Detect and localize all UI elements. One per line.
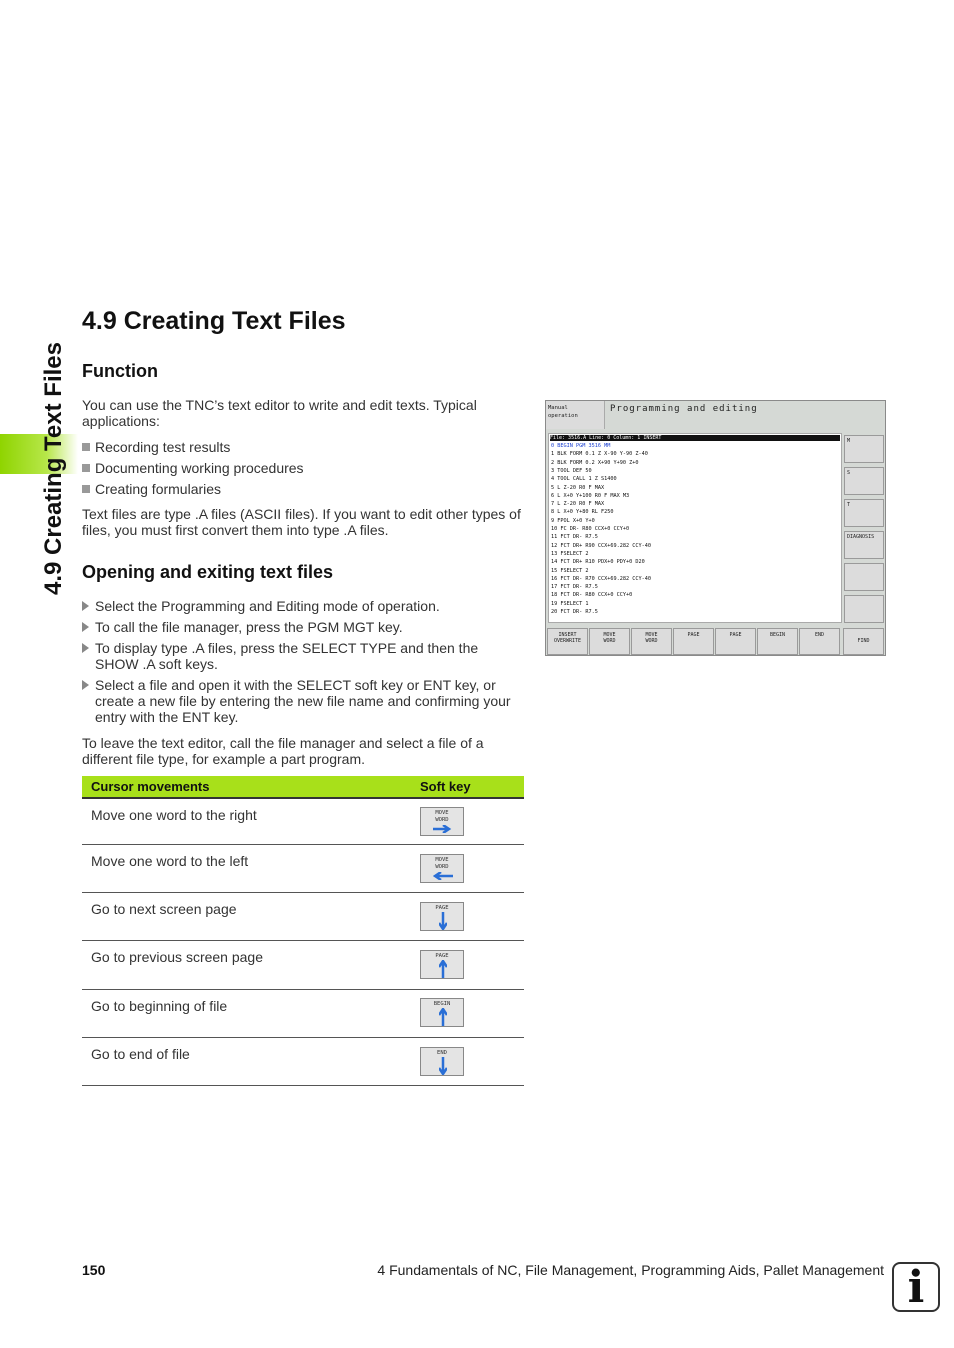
function-paragraph: Text files are type .A files (ASCII files). If you want to edit other types of files, you must first convert them into type .A files. <box>82 506 521 538</box>
editor-line: 20 FCT DR- R7.5 <box>551 609 598 615</box>
editor-line: 14 FCT DR+ R10 PDX+0 PDY+0 D20 <box>551 559 645 566</box>
side-key-s: S <box>844 467 884 495</box>
row-description: Go to end of file <box>91 1046 190 1062</box>
softkey-insert-overwrite: INSERT OVERWRITE <box>547 628 588 655</box>
text-editor <box>548 433 842 623</box>
cursor-movements-table <box>82 776 524 1086</box>
header-soft-key: Soft key <box>420 779 471 794</box>
editor-line: 7 L Z-20 R0 F MAX <box>551 501 605 508</box>
end-softkey: END <box>420 1047 464 1076</box>
editor-line: 17 FCT DR- R7.5 <box>551 584 598 591</box>
editor-line: 10 FC DR- R80 CCX+0 CCY+0 <box>551 526 630 532</box>
editor-line: 2 BLK FORM 0.2 X+90 Y+90 Z+0 <box>551 459 639 466</box>
softkey-find: FIND <box>843 628 884 655</box>
step-item: Select a file and open it with the SELECT soft key or ENT key, or create a new file by entering the new file name and confirming your entry with the ENT key. <box>82 677 524 725</box>
side-tab <box>0 300 78 595</box>
editor-line: 3 TOOL DEF 50 <box>551 467 592 474</box>
page-down-softkey: PAGE <box>420 902 464 931</box>
row-description: Move one word to the right <box>91 807 257 823</box>
screen-title: Programming and editing <box>610 404 758 414</box>
row-description: Go to previous screen page <box>91 949 263 965</box>
leave-paragraph: To leave the text editor, call the file manager and select a file of a different file type, for example a part program. <box>82 735 484 767</box>
row-description: Move one word to the left <box>91 853 249 869</box>
side-key-diagnosis: DIAGNOSIS <box>844 531 884 559</box>
row-description: Go to next screen page <box>91 901 237 917</box>
editor-line: 1 BLK FORM 0.1 Z X-90 Y-90 Z-40 <box>551 451 648 458</box>
side-key-t: T <box>844 499 884 527</box>
editor-line: 8 L X+0 Y+80 RL F250 <box>551 509 614 516</box>
page-number: 150 <box>82 1262 106 1278</box>
editor-line: 16 FCT DR- R70 CCX+69.282 CCY-40 <box>551 575 651 582</box>
softkey-move-word-right: MOVE WORD <box>589 628 630 655</box>
begin-softkey: BEGIN <box>420 998 464 1027</box>
step-item: Select the Programming and Editing mode of operation. <box>82 598 524 614</box>
editor-line: 13 FSELECT 2 <box>551 550 589 557</box>
arrow-up-icon <box>439 960 447 978</box>
softkey-page-down: PAGE <box>715 628 756 655</box>
move-word-right-softkey: MOVE WORD <box>420 807 464 836</box>
side-tab-label: 4.9 Creating Text Files <box>40 342 67 595</box>
opening-heading: Opening and exiting text files <box>82 562 334 582</box>
table-row <box>82 799 524 845</box>
table-row <box>82 1038 524 1086</box>
move-word-left-softkey: MOVE WORD <box>420 854 464 883</box>
softkey-page-up: PAGE <box>673 628 714 655</box>
arrow-down-icon <box>439 1057 447 1075</box>
softkey-end: END <box>799 628 840 655</box>
editor-line: 0 BEGIN PGM 3516 MM <box>551 443 611 449</box>
editor-line: 19 FSELECT 1 <box>551 600 589 607</box>
editor-line: 15 FSELECT 2 <box>551 567 589 574</box>
tnc-screen <box>545 400 886 656</box>
table-row <box>82 941 524 990</box>
table-header <box>82 776 524 799</box>
side-key-blank <box>844 595 884 623</box>
arrow-down-icon <box>439 912 447 930</box>
table-row <box>82 990 524 1038</box>
table-row <box>82 845 524 893</box>
side-key-blank <box>844 563 884 591</box>
step-item: To display type .A files, press the SELECT TYPE and then the SHOW .A soft keys. <box>82 640 524 672</box>
footer-chapter-text: 4 Fundamentals of NC, File Management, Programming Aids, Pallet Management <box>377 1262 884 1278</box>
editor-line: 9 FPOL X+0 Y+0 <box>551 517 595 524</box>
editor-line: 11 FCT DR- R7.5 <box>551 534 598 541</box>
arrow-right-icon <box>433 825 453 833</box>
bullet-item: Creating formularies <box>82 481 221 497</box>
step-item: To call the file manager, press the PGM MGT key. <box>82 619 524 635</box>
arrow-left-icon <box>433 872 453 880</box>
mode-label: Manual operation <box>546 401 605 429</box>
table-row <box>82 893 524 941</box>
function-intro: You can use the TNC’s text editor to write and edit texts. Typical applications: <box>82 397 477 429</box>
side-key-m: M <box>844 435 884 463</box>
editor-line: 4 TOOL CALL 1 Z S1400 <box>551 476 617 483</box>
editor-line: 6 L X+0 Y+100 R0 F MAX M3 <box>551 492 630 499</box>
function-heading: Function <box>82 361 158 381</box>
editor-line: 18 FCT DR- R80 CCX+0 CCY+0 <box>551 592 633 599</box>
bullet-item: Recording test results <box>82 439 230 455</box>
editor-line: 5 L Z-20 R0 F MAX <box>551 484 605 491</box>
row-description: Go to beginning of file <box>91 998 228 1014</box>
page-up-softkey: PAGE <box>420 950 464 979</box>
header-cursor-movements: Cursor movements <box>91 779 210 794</box>
info-icon: i <box>892 1262 940 1312</box>
editor-status-bar: File: 3516.A Line: 0 Column: 1 INSERT <box>550 435 840 441</box>
softkey-begin: BEGIN <box>757 628 798 655</box>
softkey-row <box>546 628 885 655</box>
bullet-item: Documenting working procedures <box>82 460 304 476</box>
page-title: 4.9 Creating Text Files <box>82 307 346 335</box>
editor-line: 12 FCT DR+ R90 CCX+69.282 CCY-40 <box>551 542 651 549</box>
arrow-up-icon <box>439 1008 447 1026</box>
softkey-move-word-left: MOVE WORD <box>631 628 672 655</box>
